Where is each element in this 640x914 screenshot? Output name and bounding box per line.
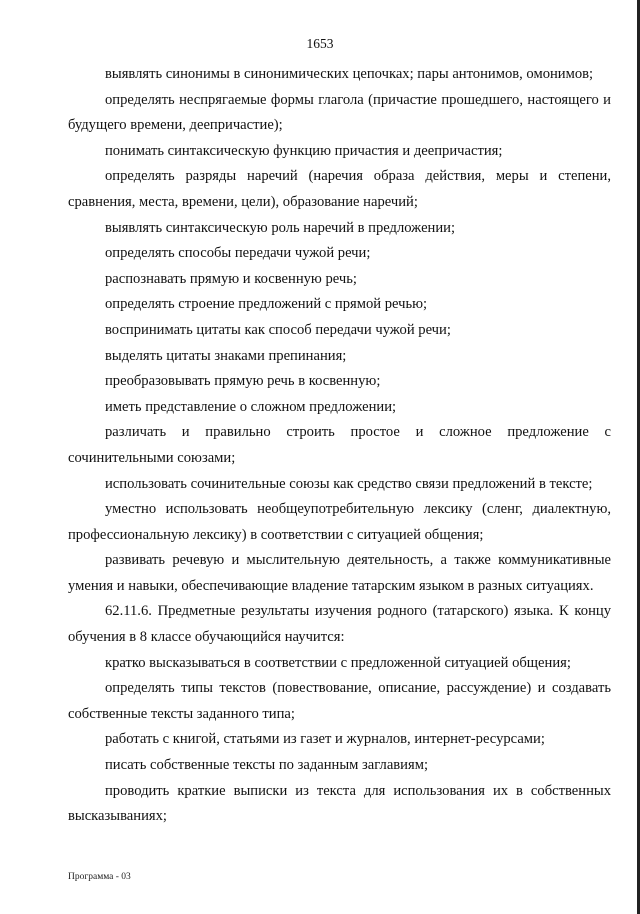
- paragraph: понимать синтаксическую функцию причастия и деепричастия;: [105, 142, 503, 159]
- paragraph: различать и правильно строить простое и сложное предложение с сочинительными союзами;: [68, 424, 611, 466]
- paragraph: определять способы передачи чужой речи;: [105, 245, 371, 262]
- paragraph: воспринимать цитаты как способ передачи чужой речи;: [105, 321, 451, 338]
- paragraph: выделять цитаты знаками препинания;: [105, 347, 347, 364]
- paragraph: развивать речевую и мыслительную деятельность, а также коммуникативные умения и навыки, обеспечивающие владение татарским языком в разных ситуациях.: [68, 552, 611, 594]
- paragraph: проводить краткие выписки из текста для использования их в собственных высказываниях;: [68, 782, 611, 825]
- paragraph: выявлять синтаксическую роль наречий в предложении;: [105, 219, 456, 236]
- paragraph: уместно использовать необщеупотребительную лексику (сленг, диалектную, профессиональную лексику) в соответствии с ситуацией общения;: [68, 501, 611, 543]
- footer-program-label: Программа - 03: [68, 872, 131, 882]
- body-text: [68, 62, 611, 830]
- paragraph: использовать сочинительные союзы как средство связи предложений в тексте;: [105, 475, 593, 492]
- paragraph: определять строение предложений с прямой речью;: [105, 296, 428, 313]
- section-heading-paragraph: 62.11.6. Предметные результаты изучения родного (татарского) языка. К концу обучения в 8 классе обучающийся научится:: [68, 603, 611, 646]
- paragraph: кратко высказываться в соответствии с предложенной ситуацией общения;: [105, 654, 571, 671]
- page-number: 1653: [306, 36, 334, 51]
- paragraph: выявлять синонимы в синонимических цепочках; пары антонимов, омонимов;: [105, 66, 594, 82]
- paragraph: определять типы текстов (повествование, описание, рассуждение) и создавать собственные тексты заданного типа;: [68, 680, 611, 722]
- paragraph: определять разряды наречий (наречия образа действия, меры и степени, сравнения, места, времени, цели), образование наречий;: [68, 168, 611, 210]
- paragraph: определять неспрягаемые формы глагола (причастие прошедшего, настоящего и будущего времени, деепричастие);: [68, 91, 611, 134]
- paragraph: преобразовывать прямую речь в косвенную;: [105, 373, 381, 390]
- paragraph: писать собственные тексты по заданным заглавиям;: [105, 757, 428, 774]
- paragraph: работать с книгой, статьями из газет и журналов, интернет-ресурсами;: [105, 731, 545, 748]
- paragraph: иметь представление о сложном предложении;: [105, 398, 397, 415]
- paragraph: распознавать прямую и косвенную речь;: [105, 270, 357, 287]
